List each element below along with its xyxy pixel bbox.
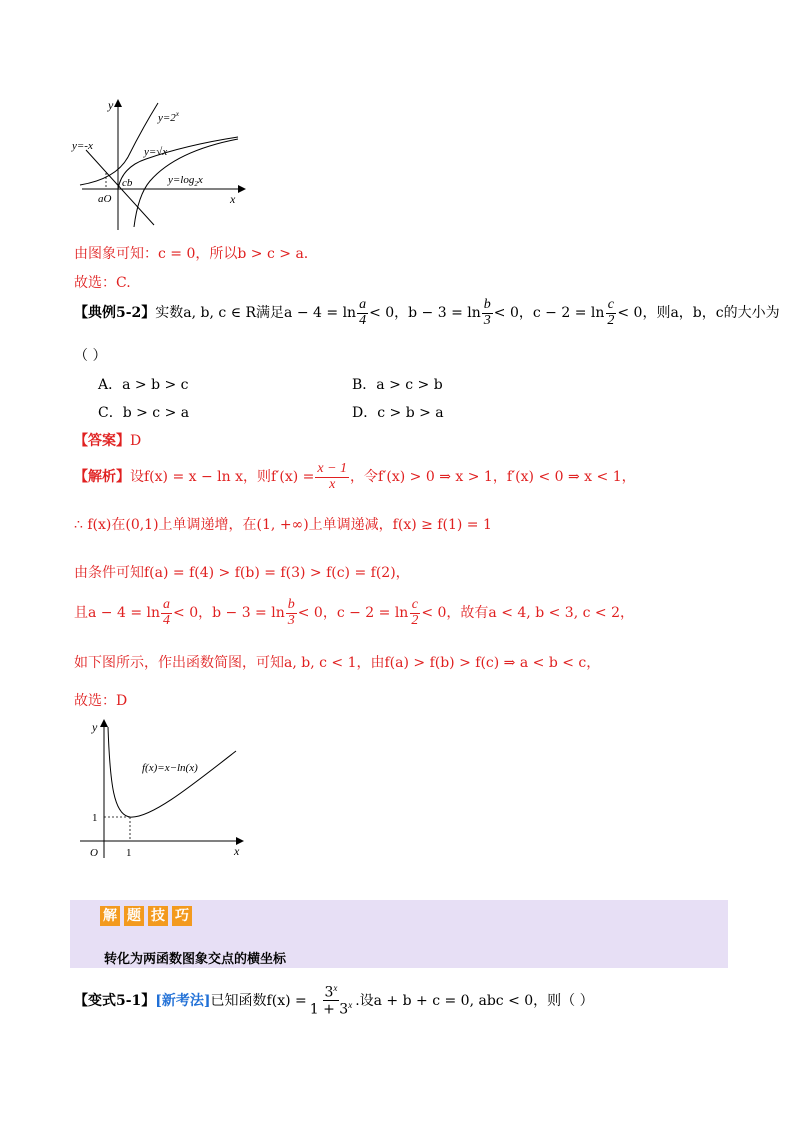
- option-a[interactable]: A．a > b > c: [98, 377, 189, 393]
- line-y-minus-x: [86, 150, 154, 225]
- analysis-line-5: 如下图所示，作出函数简图，可知a, b, c < 1，由f(a) > f(b) > f(c) ⇒ a < b < c，: [74, 655, 601, 671]
- tag-ji: 技: [148, 906, 168, 926]
- tips-banner: [70, 900, 728, 968]
- option-b[interactable]: B．a > c > b: [352, 377, 443, 393]
- analysis-line-4: 且a − 4 = ln $\frac{a}{4}$ < 0，b − 3 = ln $\frac{b}{3}$ < 0，c − 2 = ln $\frac{c}{2}$ < 0，故有a < 4, b < 3, c < 2，: [74, 597, 634, 628]
- label-cb: cb: [122, 177, 133, 189]
- analysis-line-3: 由条件可知f(a) = f(4) > f(b) = f(3) > f(c) = f(2)，: [74, 565, 410, 581]
- tag-ti: 题: [124, 906, 144, 926]
- analysis-line-2: ∴ f(x)在(0,1)上单调递增，在(1, +∞)上单调递减，f(x) ≥ f(1) = 1: [74, 517, 492, 533]
- exponential-log-graph: [66, 95, 256, 235]
- graph2-y-label: y: [92, 720, 98, 734]
- variant-stem: 【变式5-1】[新考法]已知函数f(x) = $\frac{3^x}{1 + 3^x}$ .设a + b + c = 0, abc < 0，则（ ）: [74, 983, 594, 1018]
- conclusion-text: 由图象可知：c = 0，所以b > c > a.: [74, 246, 309, 262]
- function-graph: [80, 715, 250, 860]
- tips-tags: [100, 906, 196, 926]
- label-aO: aO: [98, 193, 112, 205]
- variant-source: [新考法]: [155, 992, 211, 1009]
- tag-qiao: 巧: [172, 906, 192, 926]
- option-c[interactable]: C．b > c > a: [98, 405, 190, 421]
- label-sqrt-x: y=√x: [144, 146, 168, 158]
- graph1-x-label: x: [230, 192, 236, 206]
- example-stem: 【典例5-2】实数a, b, c ∈ R满足a − 4 = ln $\frac{a}{4}$ < 0，b − 3 = ln $\frac{b}{3}$ < 0，c − 2 = ln $\frac{c}{2}$ < 0，则a，b，c的大小为: [74, 297, 780, 328]
- graph2-x-label: x: [234, 844, 240, 858]
- answer-row: 【答案】D: [74, 433, 142, 449]
- example-tag: 【典例5-2】: [74, 305, 156, 322]
- analysis-line-6: 故选：D: [74, 693, 128, 709]
- variant-tag: 【变式5-1】: [74, 992, 156, 1009]
- option-d[interactable]: D．c > b > a: [352, 405, 444, 421]
- label-minus-x: y=-x: [72, 140, 93, 152]
- tag-jie: 解: [100, 906, 120, 926]
- graph2-origin: O: [90, 847, 98, 859]
- graph1-y-label: y: [108, 98, 114, 112]
- label-log2-x: $y=\log_2x$: [168, 174, 203, 188]
- answer-c: 故选：C.: [74, 275, 131, 291]
- graph2-tick-x: 1: [126, 847, 132, 859]
- graph2-tick-y: 1: [92, 812, 98, 824]
- analysis-line-1: 【解析】设f(x) = x − ln x，则f′(x) = $\frac{x - 1}{x}$ ，令f′(x) > 0 ⇒ x > 1，f′(x) < 0 ⇒ x < 1，: [74, 461, 636, 492]
- label-2-pow-x: $y=2^x$: [158, 110, 179, 124]
- tips-title: 转化为两函数图象交点的横坐标: [104, 952, 287, 967]
- example-paren: （ ）: [74, 348, 107, 364]
- graph2-curve-label: f(x)=x−ln(x): [142, 762, 198, 774]
